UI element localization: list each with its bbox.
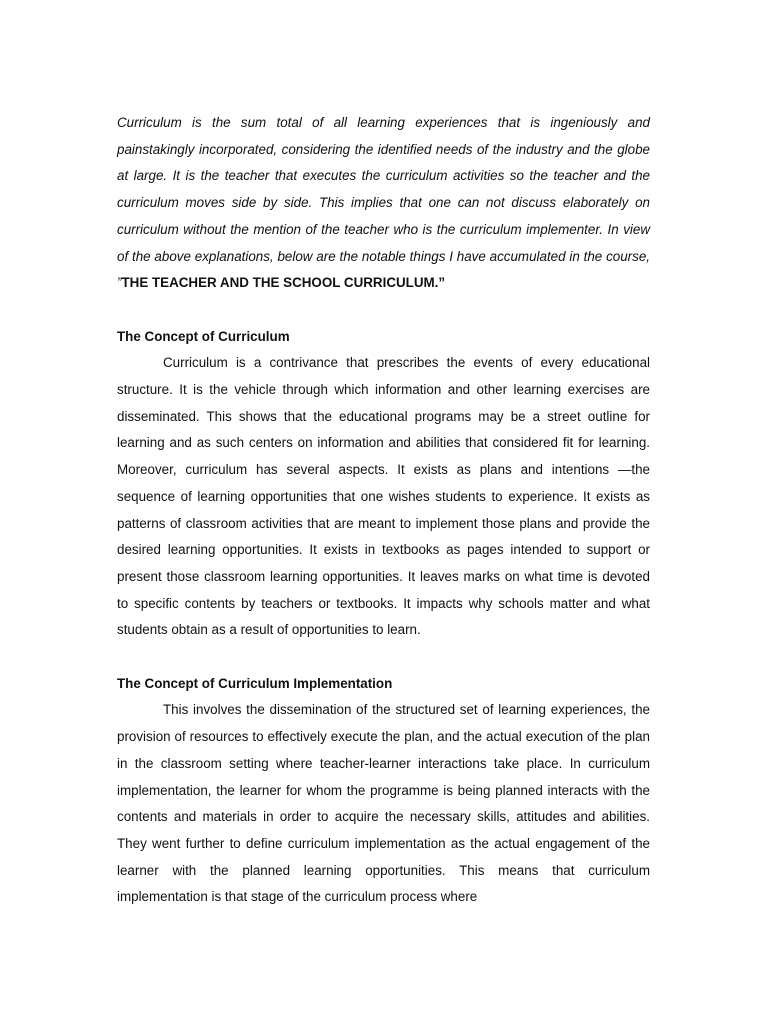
paragraph-spacer (117, 297, 650, 324)
section-heading-curriculum-implementation: The Concept of Curriculum Implementation (117, 675, 393, 691)
intro-text: Curriculum is the sum total of all learning experiences that is ingeniously and painstakingly incorporated, considering the identified needs of the industry and the globe at large. It is the teacher that executes the curriculum activities so the teacher and the curriculum moves side by side. This implies that one can not discuss elaborately on curriculum without the mention of the teacher who is the curriculum implementer. In view of the above explanations, below are the notable things I have accumulated in the course, ” (117, 115, 650, 291)
section-body-curriculum-implementation: This involves the dissemination of the structured set of learning experiences, the provision of resources to effectively execute the plan, and the actual execution of the plan in the classroom setting where teacher-learner interactions take place. In curriculum implementation, the learner for whom the programme is being planned interacts with the contents and materials in order to acquire the necessary skills, attitudes and abilities. They went further to define curriculum implementation as the actual engagement of the learner with the planned learning opportunities. This means that curriculum implementation is that stage of the curriculum process where (117, 702, 650, 905)
section-body-concept-of-curriculum: Curriculum is a contrivance that prescribes the events of every educational structure. It is the vehicle through which information and other learning exercises are disseminated. This shows that the educational programs may be a street outline for learning and as such centers on information and abilities that considered fit for learning. Moreover, curriculum has several aspects. It exists as plans and intentions —the sequence of learning opportunities that one wishes students to experience. It exists as patterns of classroom activities that are meant to implement those plans and provide the desired learning opportunities. It exists in textbooks as pages intended to support or present those classroom learning opportunities. It leaves marks on what time is devoted to specific contents by teachers or textbooks. It impacts why schools matter and what students obtain as a result of opportunities to learn. (117, 355, 650, 638)
paragraph-spacer (117, 644, 650, 671)
page-content (117, 110, 650, 911)
course-title: THE TEACHER AND THE SCHOOL CURRICULUM.” (121, 275, 446, 291)
intro-paragraph (117, 110, 650, 297)
section-heading-concept-of-curriculum: The Concept of Curriculum (117, 328, 290, 344)
